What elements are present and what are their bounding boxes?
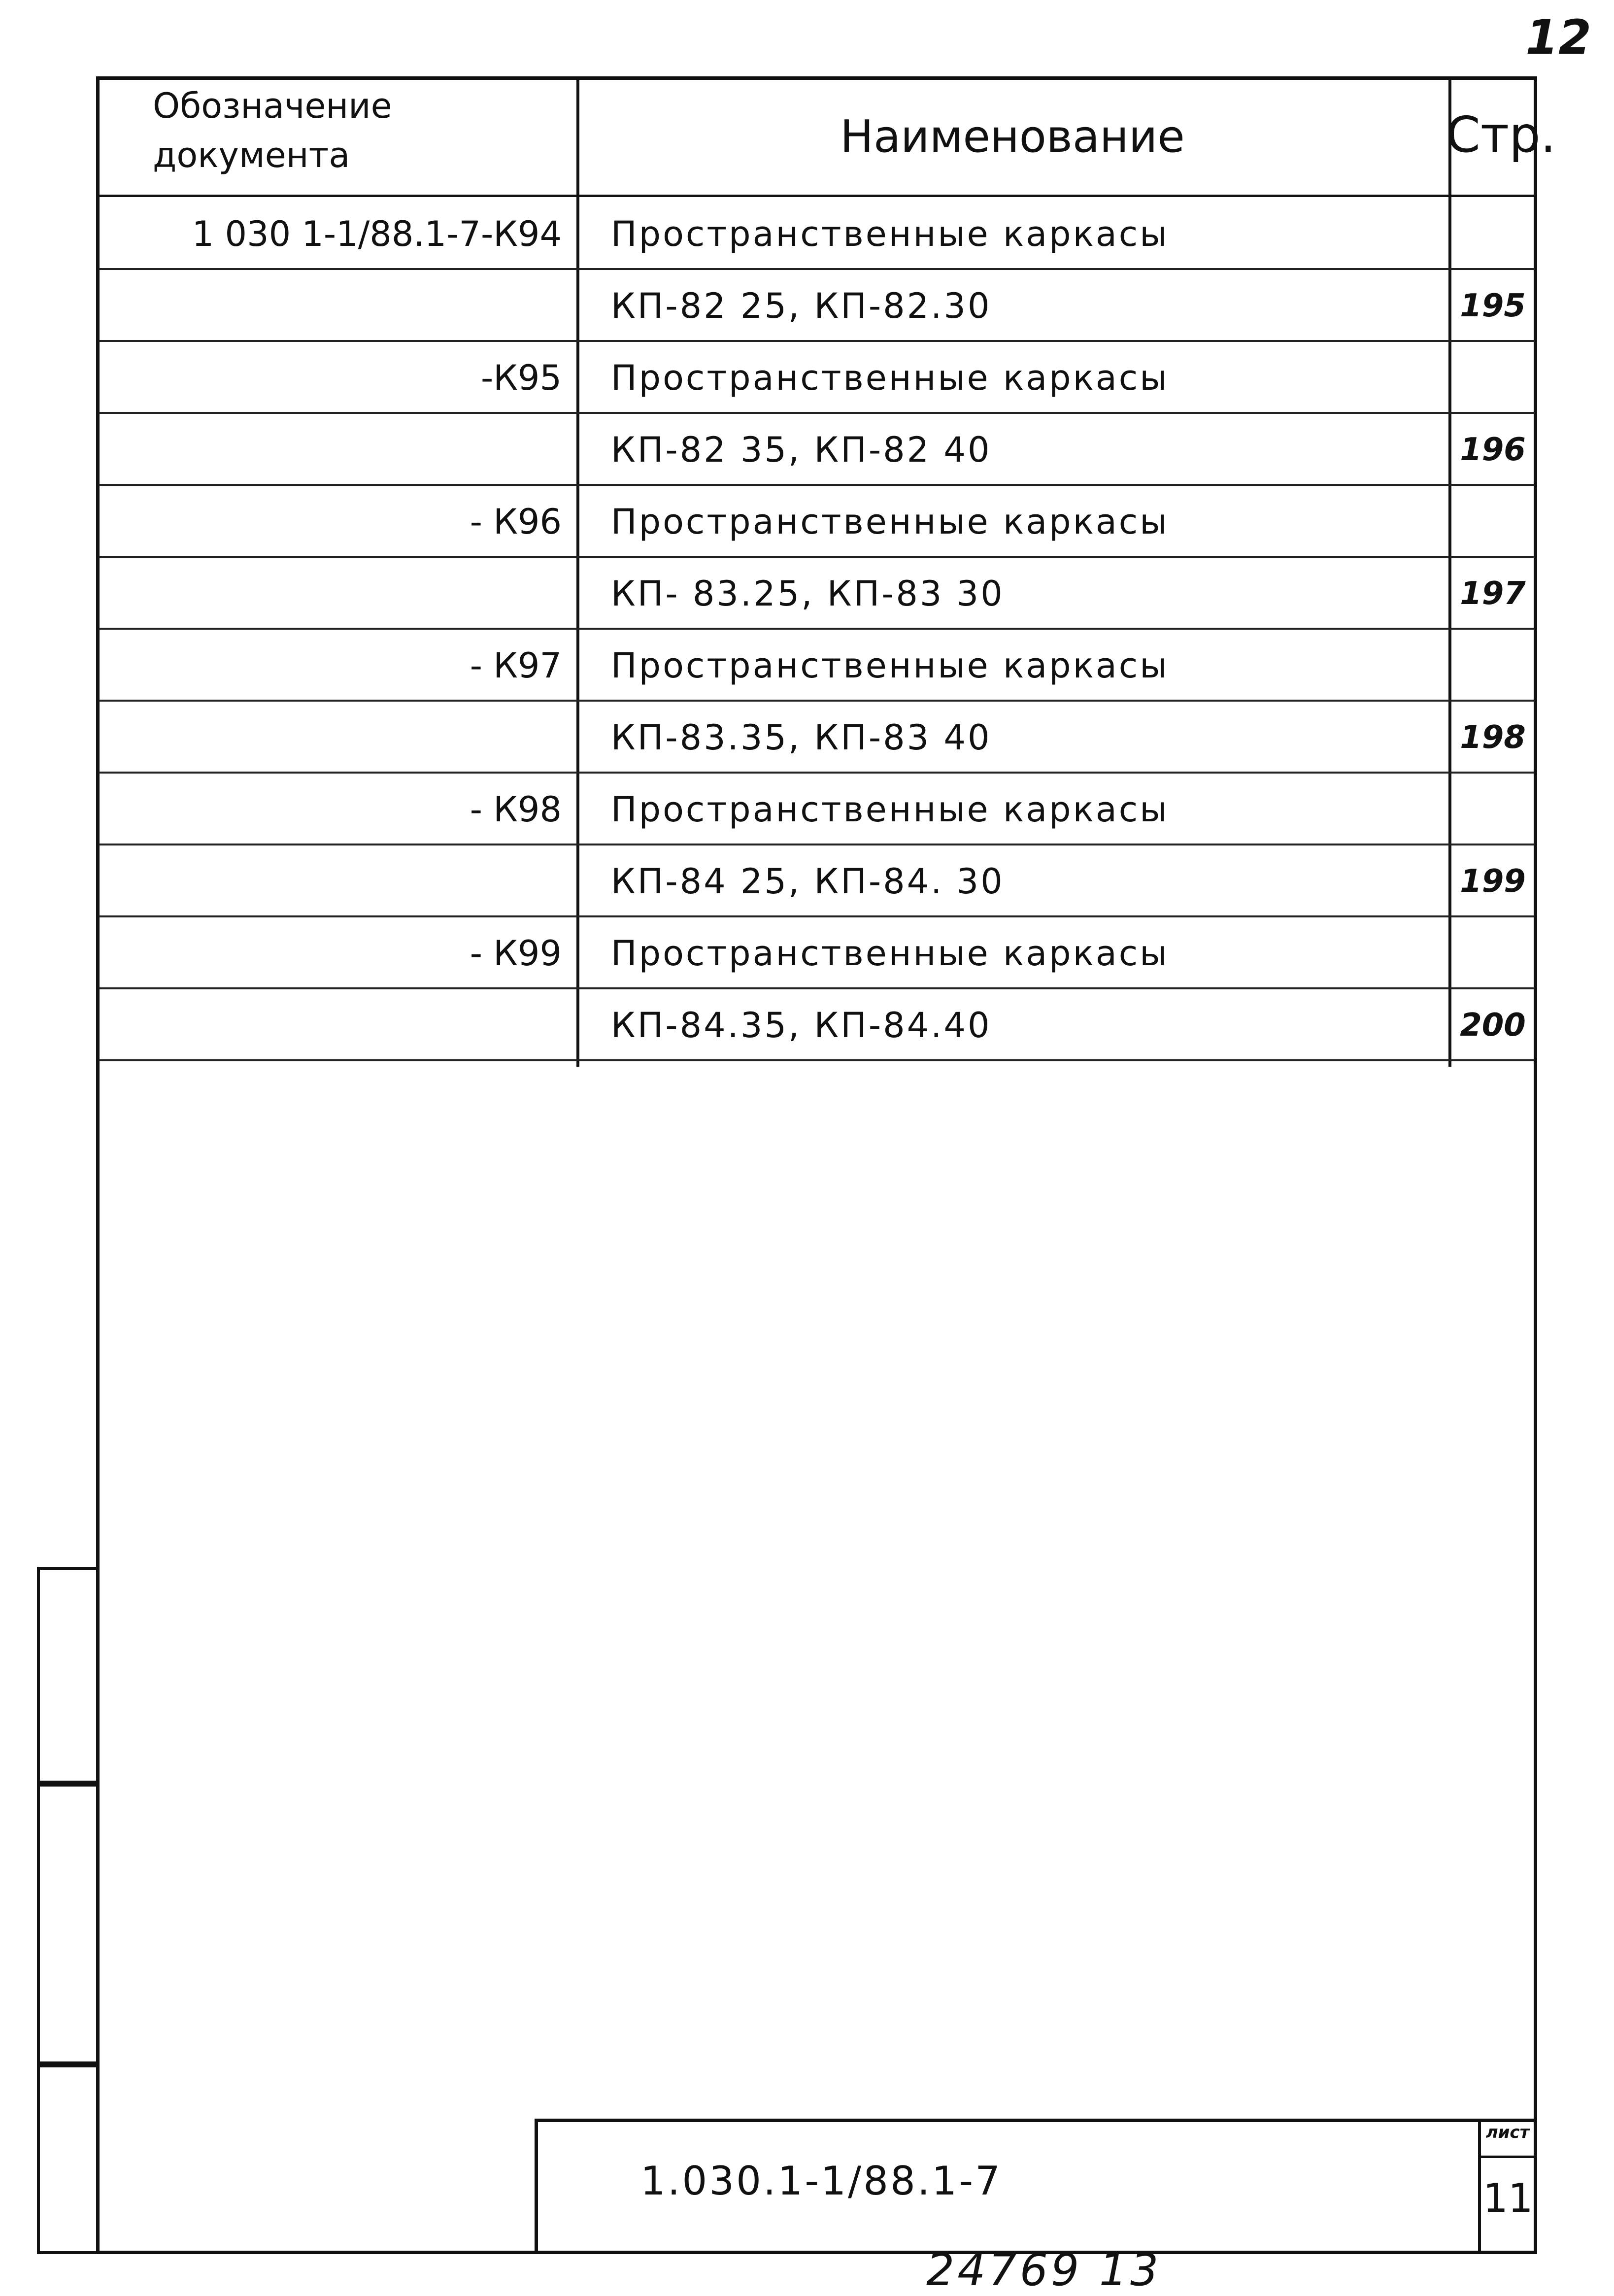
- table-row: [99, 413, 1535, 487]
- row-name: КП- 83.25, КП-83 30: [611, 574, 1005, 614]
- row-name: КП-82 35, КП-82 40: [611, 430, 992, 470]
- table-row: [99, 197, 1535, 271]
- row-name: КП-82 25, КП-82.30: [611, 286, 992, 326]
- row-designation: [108, 413, 562, 487]
- table-row: [99, 988, 1535, 1062]
- header-page: Стр.: [1446, 106, 1556, 164]
- row-designation: [108, 701, 562, 775]
- row-page: [1451, 197, 1535, 271]
- row-designation: - К97: [470, 645, 562, 686]
- row-page: 198: [1460, 719, 1526, 756]
- row-name: Пространственные каркасы: [611, 789, 1169, 830]
- row-page: 200: [1460, 1007, 1526, 1044]
- table-row: [99, 916, 1535, 990]
- table-row: [99, 269, 1535, 343]
- row-name: Пространственные каркасы: [611, 502, 1169, 542]
- row-name: Пространственные каркасы: [611, 358, 1169, 398]
- row-name: Пространственные каркасы: [611, 933, 1169, 974]
- row-designation: [108, 269, 562, 343]
- row-page: 197: [1460, 575, 1526, 612]
- table-row: [99, 341, 1535, 415]
- row-designation: - К99: [470, 933, 562, 974]
- row-page: [1451, 485, 1535, 559]
- row-designation: [108, 844, 562, 918]
- row-name: Пространственные каркасы: [611, 214, 1169, 254]
- row-divider: [99, 1059, 1535, 1061]
- row-name: КП-84 25, КП-84. 30: [611, 861, 1005, 902]
- row-page: 195: [1460, 288, 1526, 324]
- row-name: Пространственные каркасы: [611, 645, 1169, 686]
- row-designation: -К95: [480, 358, 562, 398]
- table-row: [99, 844, 1535, 918]
- title-block-sheet-label: лист: [1485, 2123, 1530, 2142]
- table-row: [99, 485, 1535, 559]
- row-page: 199: [1460, 863, 1526, 900]
- row-page: 196: [1460, 432, 1526, 468]
- row-page: [1451, 916, 1535, 990]
- table-row: [99, 629, 1535, 703]
- bottom-note: 24769 13: [926, 2244, 1162, 2296]
- row-page: [1451, 341, 1535, 415]
- row-page: [1451, 629, 1535, 703]
- table-row: [99, 701, 1535, 775]
- title-block-document: 1.030.1-1/88.1-7: [640, 2158, 1002, 2204]
- row-name: КП-84.35, КП-84.40: [611, 1005, 992, 1046]
- row-designation: 1 030 1-1/88.1-7-К94: [192, 214, 562, 254]
- row-page: [1451, 773, 1535, 846]
- title-block-sheet-number: 11: [1483, 2175, 1533, 2221]
- corner-page-number: 12: [1525, 10, 1591, 65]
- binding-box: [37, 1567, 99, 1784]
- row-designation: - К98: [470, 789, 562, 830]
- header-designation: Обозначение документа: [153, 86, 392, 175]
- row-name: КП-83.35, КП-83 40: [611, 717, 992, 758]
- table-row: [99, 557, 1535, 631]
- title-block-divider: [1478, 2156, 1537, 2158]
- binding-box: [37, 2064, 99, 2254]
- row-designation: [108, 557, 562, 631]
- title-block-divider: [1478, 2119, 1481, 2254]
- header-name: Наименование: [840, 111, 1185, 163]
- binding-box: [37, 1784, 99, 2064]
- row-designation: - К96: [470, 502, 562, 542]
- table-row: [99, 773, 1535, 846]
- row-designation: [108, 988, 562, 1062]
